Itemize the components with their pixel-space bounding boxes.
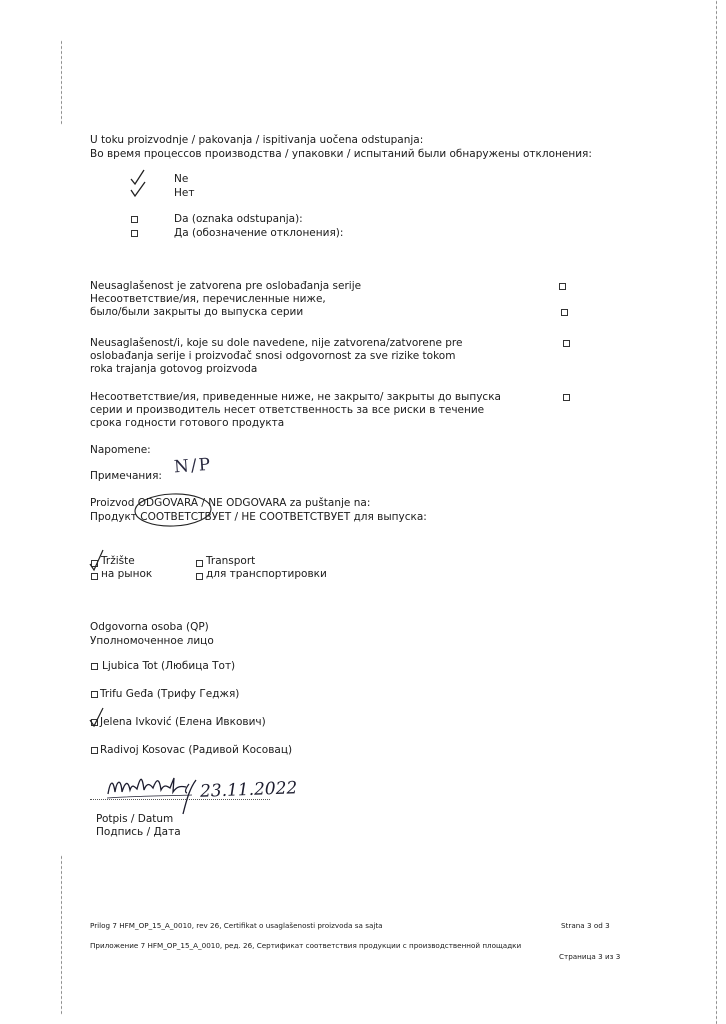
qp-person-2: Trifu Geđa (Трифу Геджя) [100, 688, 240, 700]
nc-open-ru-3: срока годности готового продукта [90, 417, 285, 429]
signature-date: 23.11.2022 [199, 778, 298, 802]
qp-person-1: Ljubica Tot (Любица Тот) [102, 660, 236, 672]
transport-sr: Transport [206, 555, 256, 567]
option-yes-sr: Da (oznaka odstupanja): [174, 213, 303, 225]
qp-person-3: Jelena Ivković (Елена Ивкович) [100, 716, 266, 728]
market-ru: на рынок [101, 568, 153, 580]
nc-open-sr-2: oslobađanja serije i proizvođač snosi odgovornost za sve rizike tokom [90, 350, 456, 362]
checkbox-transport-sr[interactable] [196, 560, 203, 567]
qp-title-sr: Odgovorna osoba (QP) [90, 621, 209, 633]
remarks-label-ru: Примечания: [90, 470, 162, 482]
signature-label-sr: Potpis / Datum [96, 813, 174, 825]
footer-page-sr: Strana 3 od 3 [561, 921, 610, 930]
option-yes-ru: Да (обозначение отклонения): [174, 227, 344, 239]
nc-open-sr-3: roka trajanja gotovog proizvoda [90, 363, 258, 375]
checkbox-nc-closed-ru[interactable] [561, 309, 568, 316]
checkbox-nc-open-ru[interactable] [563, 394, 570, 401]
handwritten-slash [178, 778, 202, 816]
nc-closed-ru-1: Несоответствие/ия, перечисленные ниже, [90, 293, 326, 305]
scan-edge-dots-left-bottom [61, 855, 62, 1015]
release-product-ru: Продукт СООТВЕТСТВУЕТ / НЕ СООТВЕТСТВУЕТ для выпуска: [90, 511, 427, 523]
remarks-handwritten-value: N/P [173, 454, 213, 478]
signature-label-ru: Подпись / Дата [96, 826, 181, 838]
deviations-question-ru: Во время процессов производства / упаковки / испытаний были обнаружены отклонения: [90, 148, 592, 160]
circle-odgovara-mark [132, 490, 216, 532]
footer-line-ru: Приложение 7 HFM_OP_15_A_0010, ред. 26, Сертификат соответствия продукции с производственной площадки [90, 941, 522, 950]
deviations-question-sr: U toku proizvodnje / pakovanja / ispitivanja uočena odstupanja: [90, 134, 424, 146]
remarks-label-sr: Napomene: [90, 444, 151, 456]
checkbox-transport-ru[interactable] [196, 573, 203, 580]
market-sr: Tržište [101, 555, 135, 567]
release-product-sr: Proizvod ODGOVARA / NE ODGOVARA za puštanje na: [90, 497, 371, 509]
checkmark-no-option-icon [128, 168, 150, 200]
checkbox-qp-person-4[interactable] [91, 747, 98, 754]
checkbox-yes-sr[interactable] [131, 216, 138, 223]
checkbox-nc-open-sr[interactable] [563, 340, 570, 347]
qp-title-ru: Уполномоченное лицо [90, 635, 214, 647]
checkbox-qp-person-1[interactable] [91, 663, 98, 670]
nc-closed-sr: Neusaglašenost je zatvorena pre oslobađanja serije [90, 280, 362, 292]
checkbox-market-ru[interactable] [91, 573, 98, 580]
transport-ru: для транспортировки [206, 568, 327, 580]
checkbox-qp-person-2[interactable] [91, 691, 98, 698]
checkbox-yes-ru[interactable] [131, 230, 138, 237]
qp-person-4: Radivoj Kosovac (Радивой Косовац) [100, 744, 293, 756]
nc-closed-ru-2: было/были закрыты до выпуска серии [90, 306, 304, 318]
nc-open-ru-1: Несоответствие/ия, приведенные ниже, не закрыто/ закрыты до выпуска [90, 391, 501, 403]
scan-edge-dots-left-top [61, 40, 62, 125]
nc-open-ru-2: серии и производитель несет ответственность за все риски в течение [90, 404, 485, 416]
option-no-sr: Ne [174, 173, 189, 185]
signature-dotted-line [90, 799, 270, 800]
checkbox-nc-closed-sr[interactable] [559, 283, 566, 290]
nc-open-sr-1: Neusaglašenost/i, koje su dole navedene, nije zatvorena/zatvorene pre [90, 337, 463, 349]
option-no-ru: Нет [174, 187, 195, 199]
footer-line-sr: Prilog 7 HFM_OP_15_A_0010, rev 26, Certifikat o usaglašenosti proizvoda sa sajta [90, 921, 383, 930]
footer-page-ru: Страница 3 из 3 [559, 952, 621, 961]
scan-edge-dots-right [716, 0, 717, 1024]
